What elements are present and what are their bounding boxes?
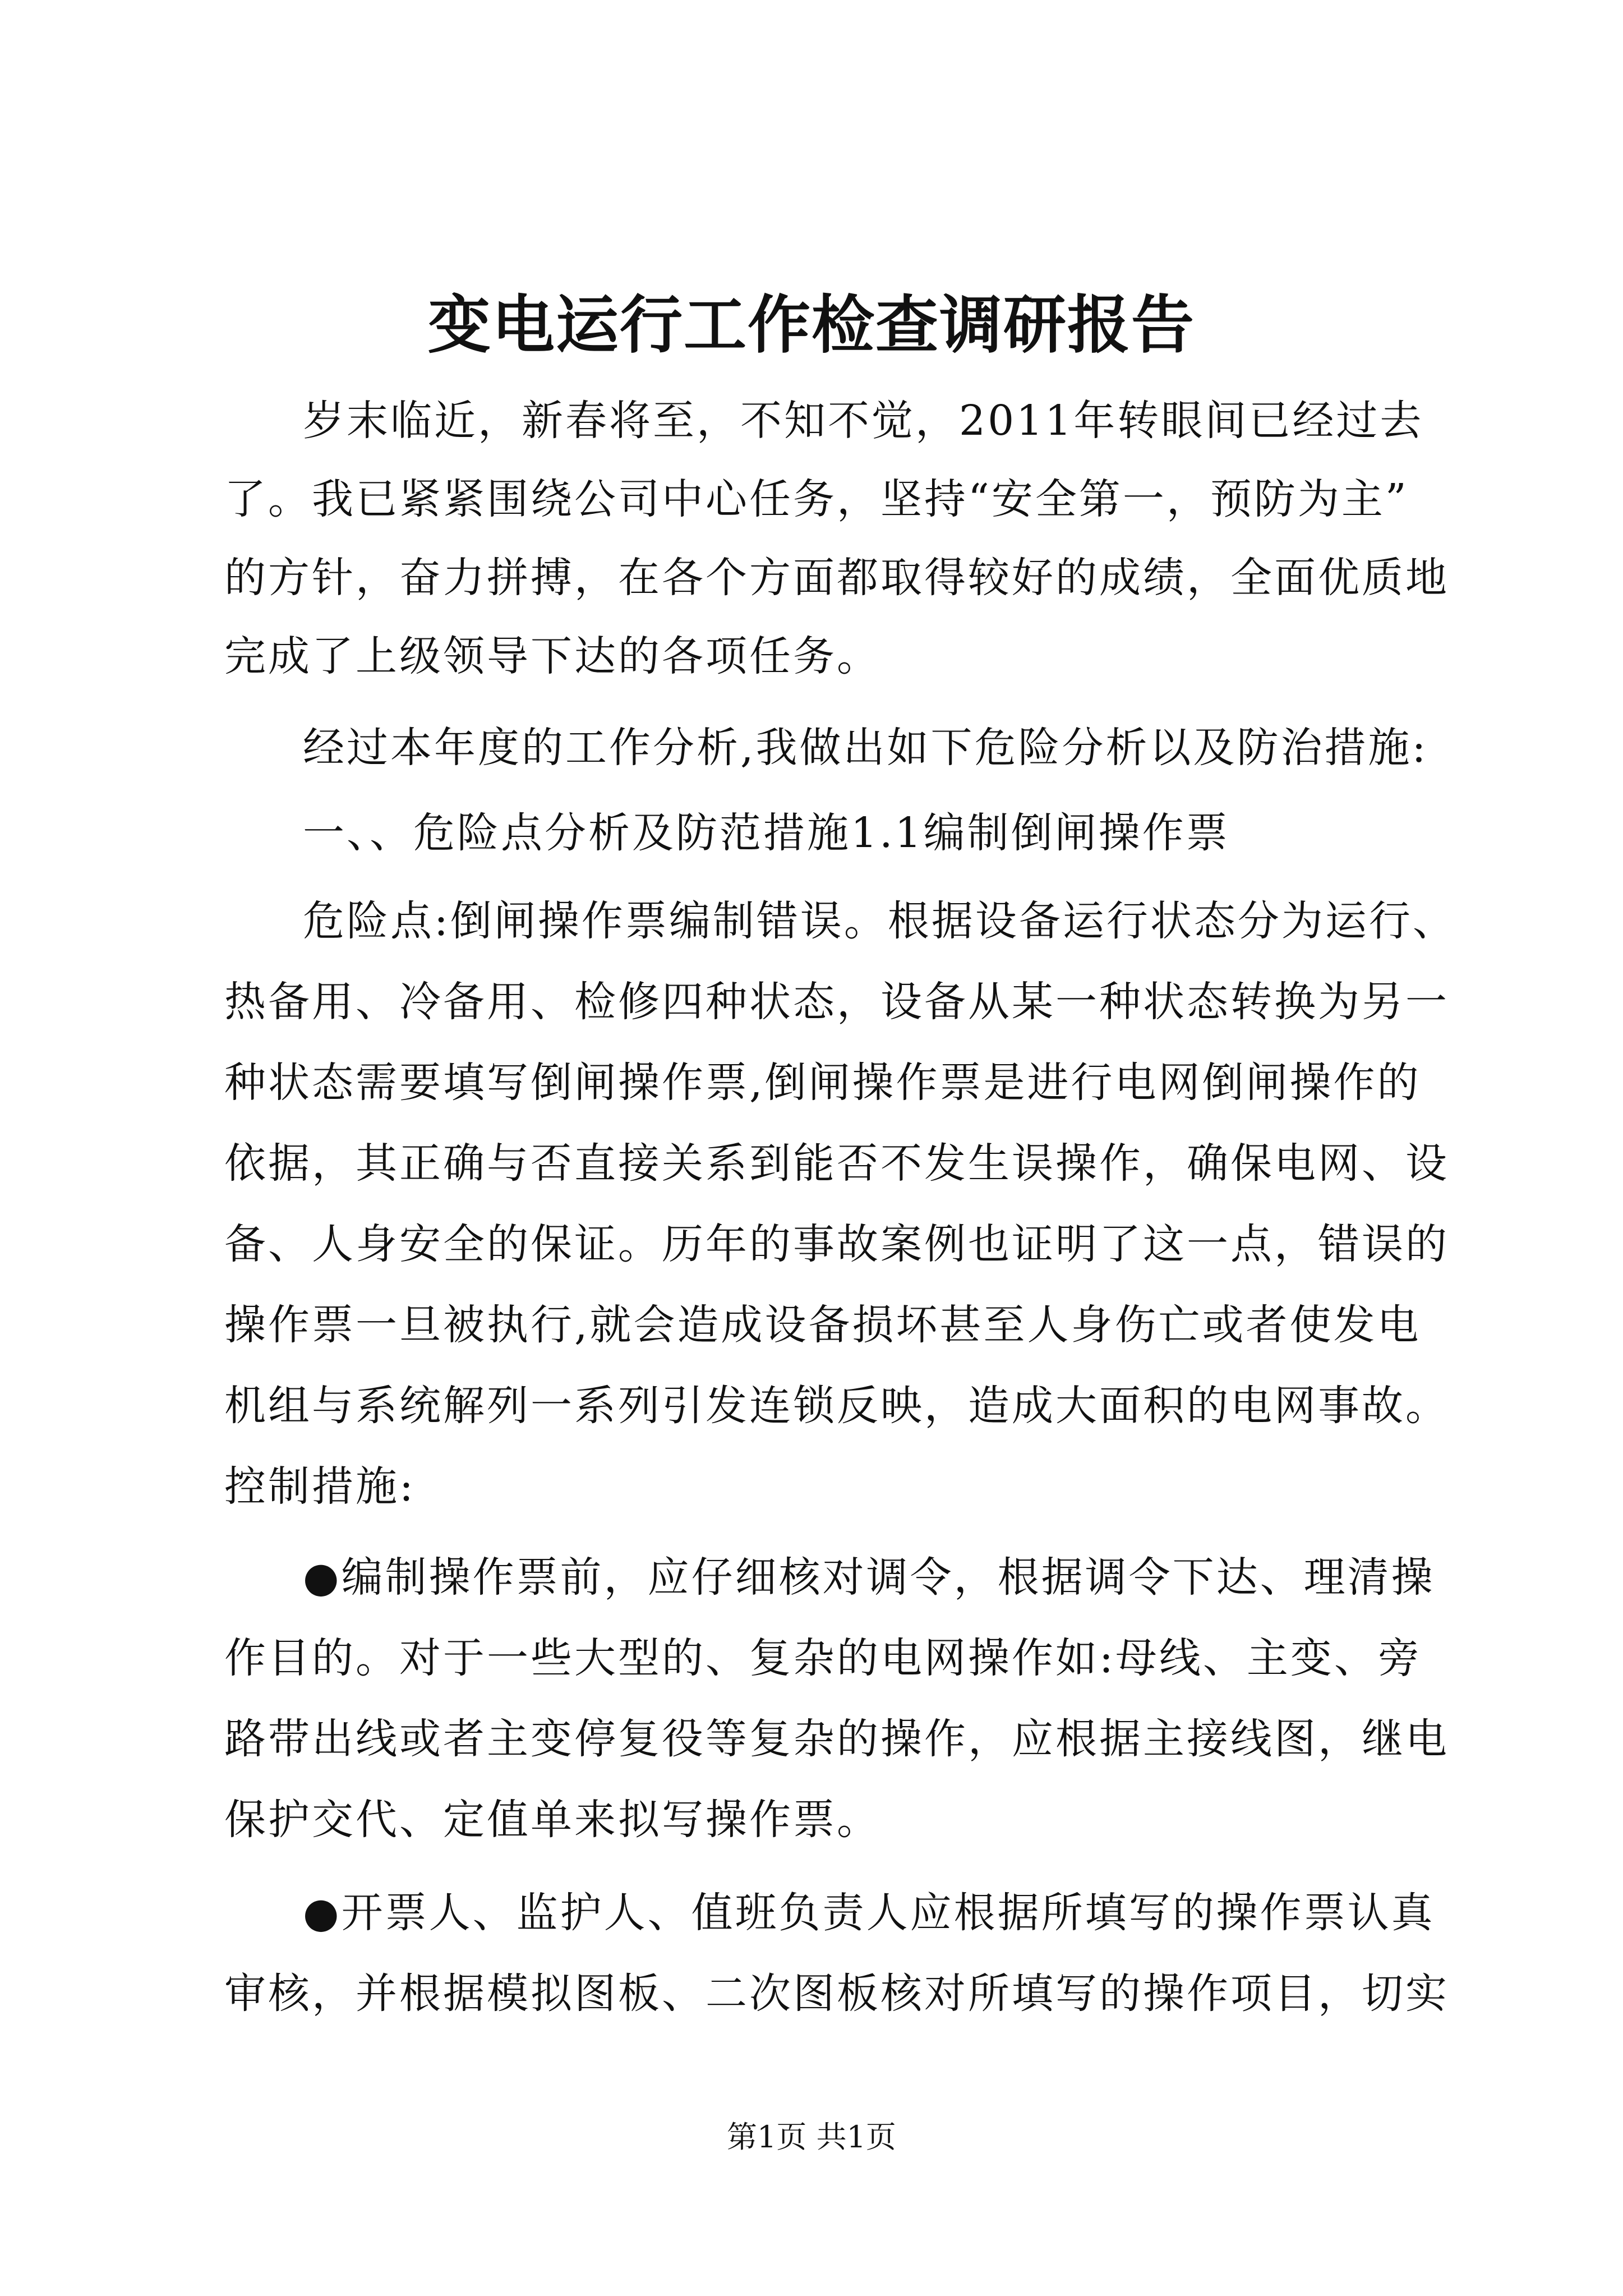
text-line-3: 的方针，奋力拼搏，在各个方面都取得较好的成绩，全面优质地 [224, 554, 1449, 602]
text-line-16: 作目的。对于一些大型的、复杂的电网操作如:母线、主变、旁 [224, 1634, 1422, 1682]
text-line-15: ●编制操作票前，应仔细核对调令，根据调令下达、理清操 [303, 1553, 1435, 1602]
text-line-19: ●开票人、监护人、值班负责人应根据所填写的操作票认真 [303, 1889, 1435, 1937]
text-line-11: 备、人身安全的保证。历年的事故案例也证明了这一点，错误的 [224, 1220, 1449, 1268]
text-line-5: 经过本年度的工作分析,我做出如下危险分析以及防治措施: [303, 724, 1428, 772]
text-line-18: 保护交代、定值单来拟写操作票。 [224, 1796, 880, 1844]
text-line-17: 路带出线或者主变停复役等复杂的操作，应根据主接线图，继电 [224, 1715, 1449, 1763]
text-line-20: 审核，并根据模拟图板、二次图板核对所填写的操作项目，切实 [224, 1970, 1449, 2018]
text-line-13: 机组与系统解列一系列引发连锁反映，造成大面积的电网事故。 [224, 1382, 1449, 1430]
text-line-12: 操作票一旦被执行,就会造成设备损坏甚至人身伤亡或者使发电 [224, 1301, 1421, 1349]
text-line-1: 岁末临近，新春将至，不知不觉，2011年转眼间已经过去 [303, 397, 1424, 445]
text-line-10: 依据，其正确与否直接关系到能否不发生误操作，确保电网、设 [224, 1139, 1449, 1188]
text-line-14: 控制措施: [224, 1462, 416, 1511]
text-line-6: 一、、危险点分析及防范措施1.1编制倒闸操作票 [303, 809, 1230, 857]
page-footer: 第1页 共1页 [727, 2119, 896, 2155]
text-line-8: 热备用、冷备用、检修四种状态，设备从某一种状态转换为另一 [224, 978, 1449, 1026]
document-title: 变电运行工作检查调研报告 [428, 288, 1195, 362]
text-line-9: 种状态需要填写倒闸操作票,倒闸操作票是进行电网倒闸操作的 [224, 1059, 1421, 1107]
text-line-7: 危险点:倒闸操作票编制错误。根据设备运行状态分为运行、 [303, 897, 1456, 945]
text-line-2: 了。我已紧紧围绕公司中心任务，坚持“安全第一，预防为主” [224, 475, 1409, 523]
text-line-4: 完成了上级领导下达的各项任务。 [224, 632, 880, 680]
